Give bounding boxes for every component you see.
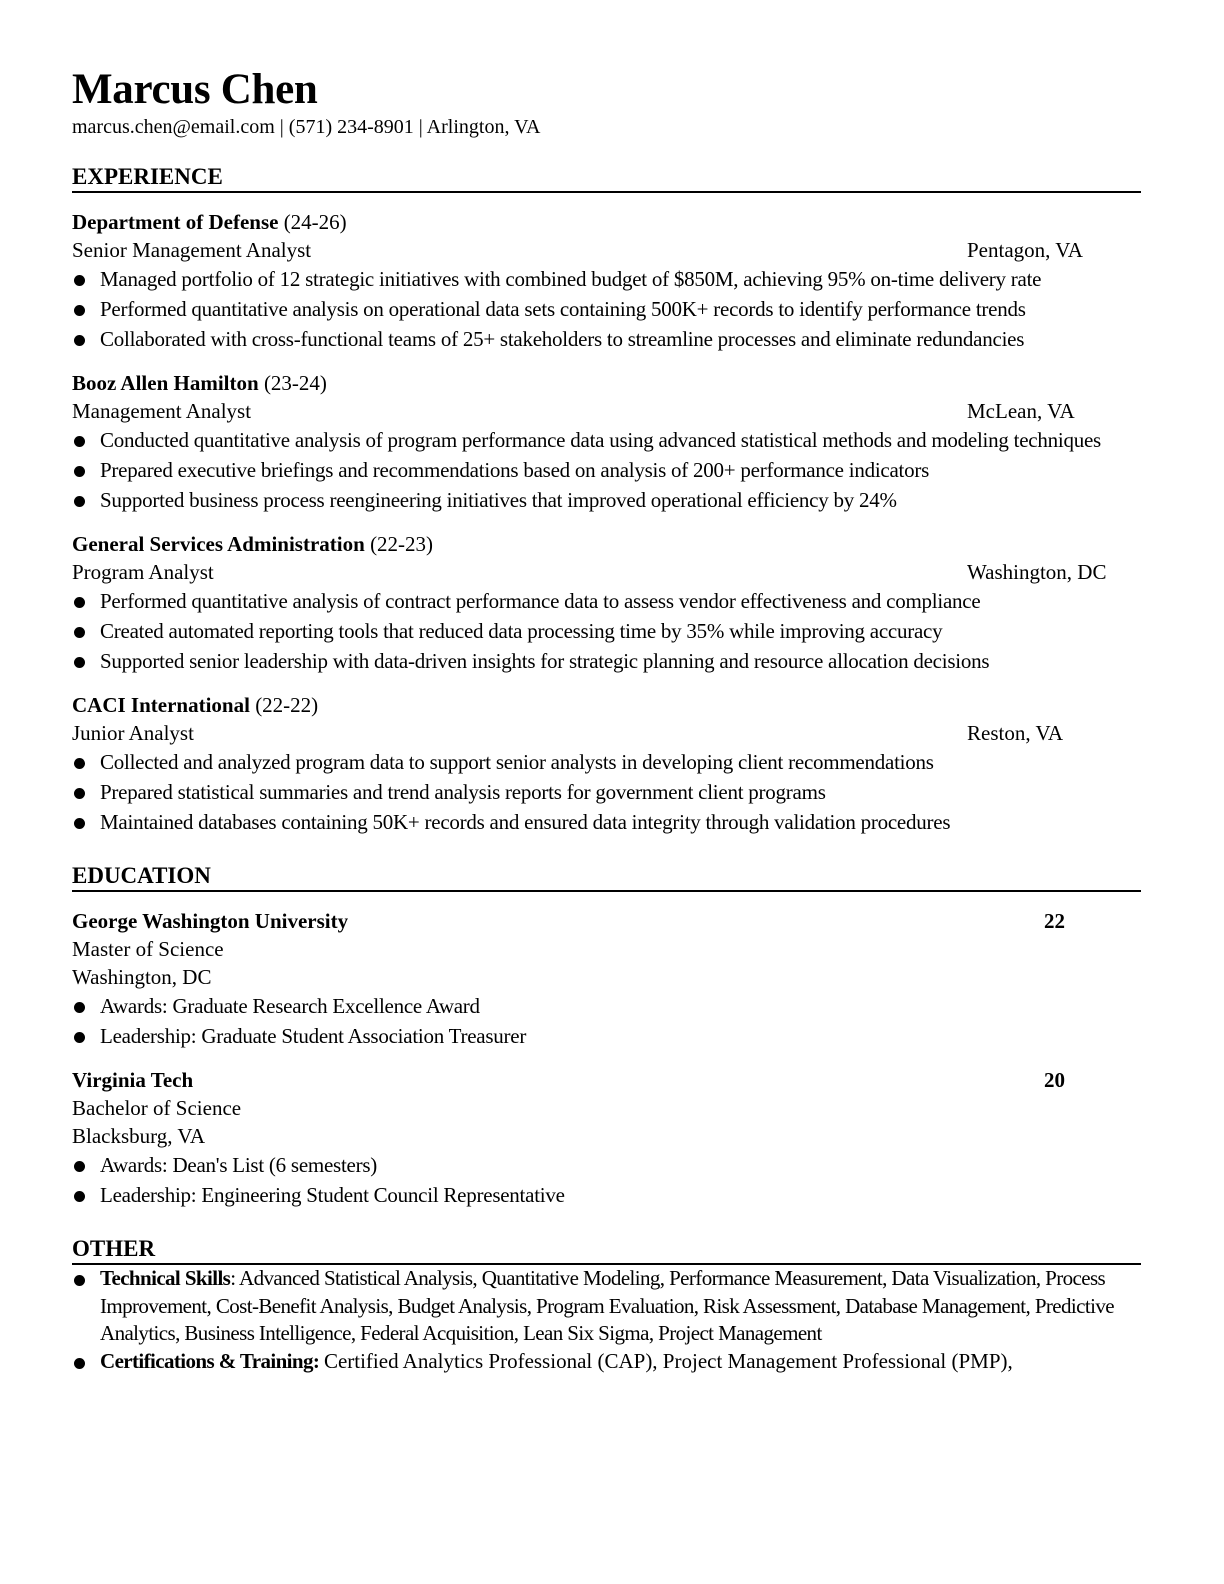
bullet-text: Supported senior leadership with data-driven insights for strategic planning and resource allocation decisions [100, 649, 990, 673]
degree-line [72, 1094, 1141, 1122]
school-location-line [72, 1122, 1141, 1150]
job-title-line [72, 719, 1141, 747]
job-header-line [72, 691, 1141, 719]
bullet-icon [74, 788, 85, 799]
job-dates: (22-22) [255, 693, 319, 717]
bullet-icon [74, 496, 85, 507]
graduation-year: 22 [1044, 909, 1065, 933]
bullet-text: Collaborated with cross-functional teams of 25+ stakeholders to streamline processes and eliminate redundancies [100, 327, 1025, 351]
bullet-icon [74, 818, 85, 829]
job-entry [72, 691, 1141, 837]
bullet-icon [74, 335, 85, 346]
other-item-label: Technical Skills [100, 1266, 231, 1290]
degree-line [72, 935, 1141, 963]
job-location: Pentagon, VA [967, 238, 1083, 262]
school-line [72, 1066, 1141, 1094]
bullet-icon [74, 1358, 85, 1369]
bullet-item [72, 1021, 1145, 1051]
job-location: Washington, DC [967, 560, 1107, 584]
degree: Master of Science [72, 937, 224, 961]
bullet-icon [74, 627, 85, 638]
other-item-text: Advanced Statistical Analysis, Quantitative Modeling, Performance Measurement, Data Visualization, Process Improvement, Cost-Benefit Analysis, Budget Analysis, Program Evaluation, Risk Assessment, Database Management, Predictive Analytics, Business Intelligence, Federal Acquisition, Lean Six Sigma, Project Management [100, 1266, 1114, 1345]
bullet-text: Managed portfolio of 12 strategic initiatives with combined budget of $850M, achieving 95% on-time delivery rate [100, 267, 1042, 291]
job-bullets [72, 425, 1141, 515]
bullet-item [72, 1180, 1145, 1210]
employer-name: Booz Allen Hamilton [72, 371, 259, 395]
bullet-text: Created automated reporting tools that reduced data processing time by 35% while improving accuracy [100, 619, 943, 643]
candidate-name: Marcus Chen [72, 66, 318, 113]
bullet-text: Supported business process reengineering initiatives that improved operational efficiency by 24% [100, 488, 897, 512]
bullet-text: Awards: Dean's List (6 semesters) [100, 1153, 378, 1177]
bullet-icon [74, 758, 85, 769]
bullet-item [72, 807, 1145, 837]
other-item-separator: : [230, 1266, 239, 1290]
job-title: Program Analyst [72, 560, 214, 584]
job-location: Reston, VA [967, 721, 1064, 745]
bullet-icon [74, 466, 85, 477]
job-title: Management Analyst [72, 399, 252, 423]
job-header-line [72, 208, 1141, 236]
employer-name: General Services Administration [72, 532, 365, 556]
other-item-text: Certified Analytics Professional (CAP), Project Management Professional (PMP), [323, 1348, 1013, 1373]
bullet-icon [74, 1275, 85, 1286]
bullet-item [72, 586, 1145, 616]
bullet-item [72, 777, 1145, 807]
school-location-line [72, 963, 1141, 991]
bullet-item [72, 747, 1145, 777]
employer-name: CACI International [72, 693, 250, 717]
education-bullets [72, 991, 1141, 1051]
bullet-item [72, 616, 1145, 646]
school-name: Virginia Tech [72, 1068, 194, 1092]
bullet-icon [74, 657, 85, 668]
bullet-item [72, 1150, 1145, 1180]
bullet-text: Performed quantitative analysis of contract performance data to assess vendor effectiveness and compliance [100, 589, 981, 613]
bullet-icon [74, 305, 85, 316]
contact-line: marcus.chen@email.com | (571) 234-8901 | Arlington, VA [72, 116, 541, 138]
job-entry [72, 530, 1141, 676]
education-list [72, 907, 1141, 1210]
job-bullets [72, 586, 1141, 676]
bullet-icon [74, 275, 85, 286]
employer-name: Department of Defense [72, 210, 279, 234]
bullet-item [72, 455, 1145, 485]
resume-page [72, 66, 1141, 1375]
job-entry [72, 208, 1141, 354]
job-header-line [72, 530, 1141, 558]
job-dates: (23-24) [263, 371, 327, 395]
school-name: George Washington University [72, 909, 349, 933]
experience-list [72, 208, 1141, 837]
education-heading: EDUCATION [72, 862, 1141, 892]
bullet-icon [74, 1191, 85, 1202]
education-bullets [72, 1150, 1141, 1210]
job-title-line [72, 236, 1141, 264]
bullet-icon [74, 1002, 85, 1013]
job-bullets [72, 264, 1141, 354]
job-header-line [72, 369, 1141, 397]
other-list [72, 1265, 1141, 1375]
bullet-text: Prepared executive briefings and recommendations based on analysis of 200+ performance indicators [100, 458, 930, 482]
bullet-text: Leadership: Engineering Student Council Representative [100, 1183, 565, 1207]
bullet-text: Awards: Graduate Research Excellence Award [100, 994, 480, 1018]
job-dates: (22-23) [370, 532, 434, 556]
bullet-item [72, 646, 1145, 676]
bullet-item [72, 294, 1145, 324]
bullet-icon [74, 597, 85, 608]
job-dates: (24-26) [283, 210, 347, 234]
bullet-text: Maintained databases containing 50K+ records and ensured data integrity through validation procedures [100, 810, 951, 834]
other-item-label: Certifications & Training: [100, 1348, 320, 1373]
graduation-year: 20 [1044, 1068, 1065, 1092]
bullet-text: Conducted quantitative analysis of program performance data using advanced statistical methods and modeling techniques [100, 428, 1101, 452]
bullet-text: Performed quantitative analysis on operational data sets containing 500K+ records to identify performance trends [100, 297, 1026, 321]
degree: Bachelor of Science [72, 1096, 242, 1120]
job-location: McLean, VA [967, 399, 1075, 423]
bullet-item [72, 485, 1145, 515]
job-title-line [72, 558, 1141, 586]
experience-heading: EXPERIENCE [72, 163, 1141, 193]
bullet-item [72, 991, 1145, 1021]
bullet-item [72, 264, 1145, 294]
education-entry [72, 1066, 1141, 1210]
job-title-line [72, 397, 1141, 425]
job-title: Senior Management Analyst [72, 238, 312, 262]
job-title: Junior Analyst [72, 721, 194, 745]
job-entry [72, 369, 1141, 515]
bullet-item [72, 425, 1145, 455]
bullet-text: Collected and analyzed program data to support senior analysts in developing client recommendations [100, 750, 934, 774]
education-entry [72, 907, 1141, 1051]
bullet-text: Prepared statistical summaries and trend analysis reports for government client programs [100, 780, 826, 804]
job-bullets [72, 747, 1141, 837]
bullet-text: Leadership: Graduate Student Association Treasurer [100, 1024, 527, 1048]
school-location: Blacksburg, VA [72, 1124, 206, 1148]
bullet-item [72, 324, 1145, 354]
other-heading: OTHER [72, 1235, 1141, 1265]
bullet-icon [74, 1032, 85, 1043]
school-line [72, 907, 1141, 935]
school-location: Washington, DC [72, 965, 212, 989]
other-item [72, 1265, 1145, 1348]
other-item [72, 1348, 1145, 1376]
bullet-icon [74, 436, 85, 447]
bullet-icon [74, 1161, 85, 1172]
